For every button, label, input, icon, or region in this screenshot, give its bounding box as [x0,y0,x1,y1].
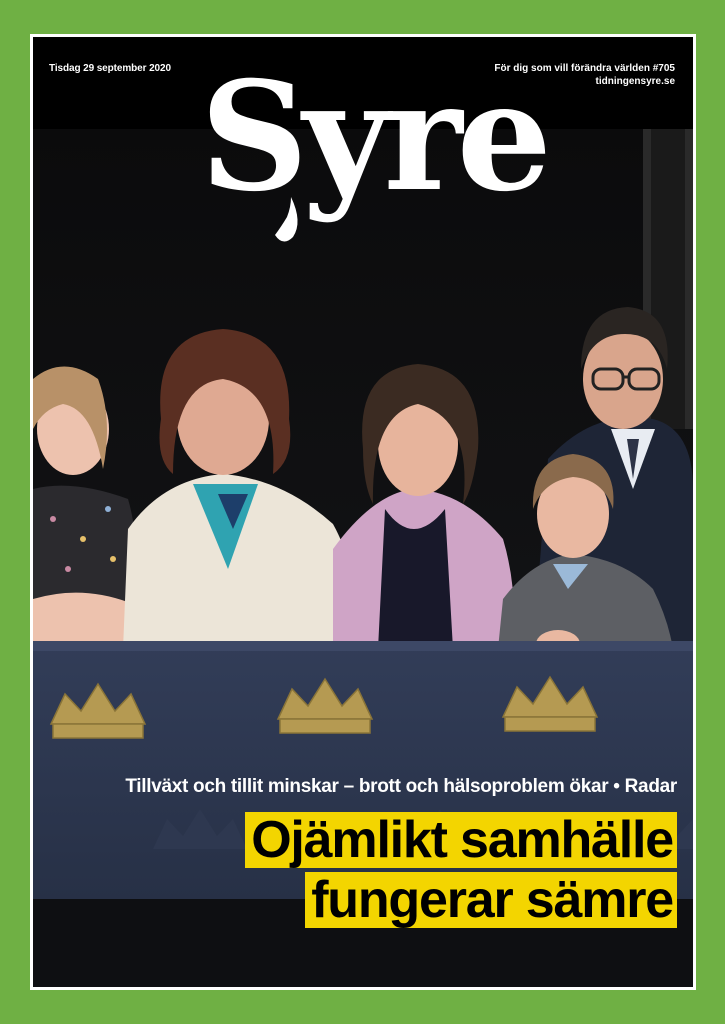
issue-date: Tisdag 29 september 2020 [49,63,171,74]
cover-headline [245,812,677,928]
syre-logo [183,47,563,247]
headline-line-2: fungerar sämre [305,872,677,928]
cover-kicker: Tillväxt och tillit minskar – brott och hälsoproblem ökar • Radar [125,776,677,797]
svg-text:Syre: Syre [200,49,546,225]
magazine-cover [33,37,693,987]
tagline: För dig som vill förändra världen #705 [494,63,675,74]
website-link[interactable]: tidningensyre.se [595,76,675,87]
headline-line-1: Ojämlikt samhälle [245,812,677,868]
